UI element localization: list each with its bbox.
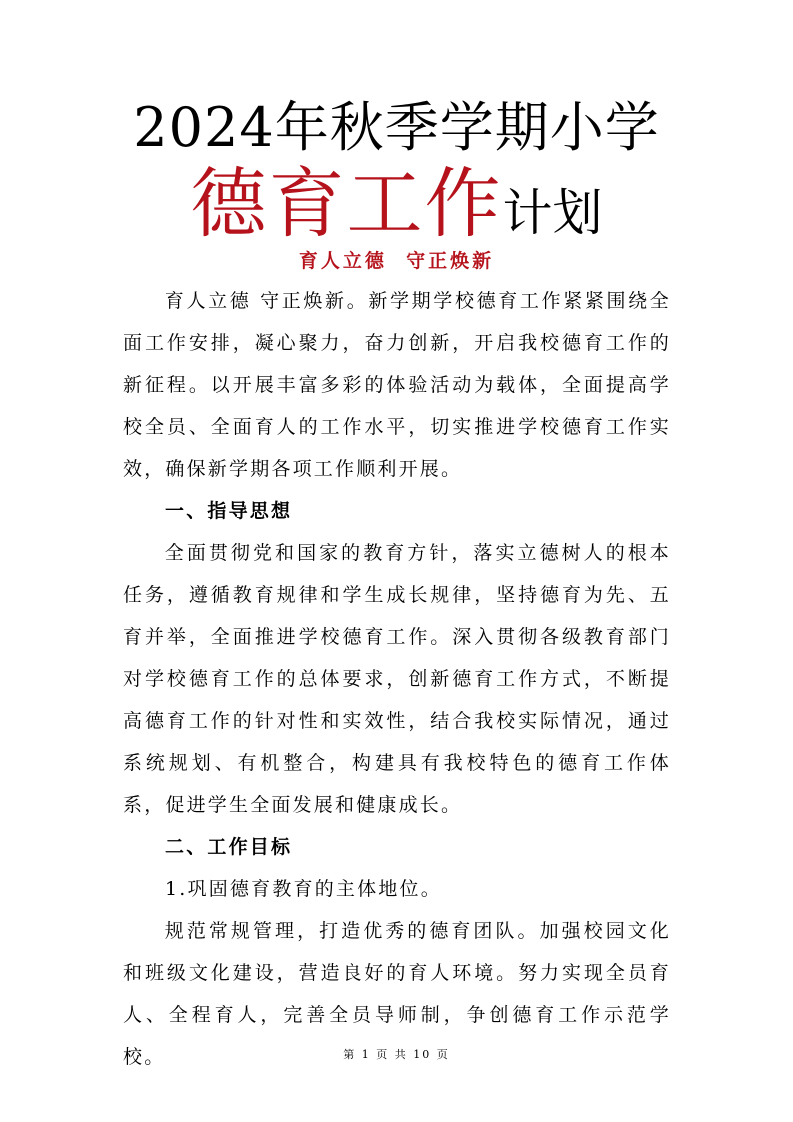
subtitle: 育人立德 守正焕新 [298, 250, 495, 272]
intro-paragraph: 育人立德 守正焕新。新学期学校德育工作紧紧围绕全面工作安排，凝心聚力，奋力创新，开启我校德育工作的新征程。以开展丰富多彩的体验活动为载体，全面提高学校全员、全面育人的工作水平，切实推进学校德育工作实效，确保新学期各项工作顺利开展。 [123, 290, 671, 480]
title-red-text: 德育工作 [190, 159, 503, 248]
document-body [123, 280, 671, 1078]
item-1-paragraph: 规范常规管理，打造优秀的德育团队。加强校园文化和班级文化建设，营造良好的育人环境。努力实现全员育人、全程育人，完善全员导师制，争创德育工作示范学校。 [123, 920, 671, 1068]
item-1-heading: 1.巩固德育教育的主体地位。 [165, 878, 442, 900]
section-1-heading: 一、指导思想 [165, 500, 293, 522]
title-line-2 [0, 159, 793, 255]
title-black-text: 计划 [502, 184, 603, 242]
section-1-paragraph: 全面贯彻党和国家的教育方针，落实立德树人的根本任务，遵循教育规律和学生成长规律，坚持德育为先、五育并举，全面推进学校德育工作。深入贯彻各级教育部门对学校德育工作的总体要求，创新德育工作方式，不断提高德育工作的针对性和实效性，结合我校实际情况，通过系统规划、有机整合，构建具有我校特色的德育工作体系，促进学生全面发展和健康成长。 [123, 542, 671, 816]
section-2-heading: 二、工作目标 [165, 836, 293, 858]
title-line-1: 2024年秋季学期小学 [133, 96, 660, 159]
page-footer: 第 1 页 共 10 页 [343, 1048, 450, 1061]
